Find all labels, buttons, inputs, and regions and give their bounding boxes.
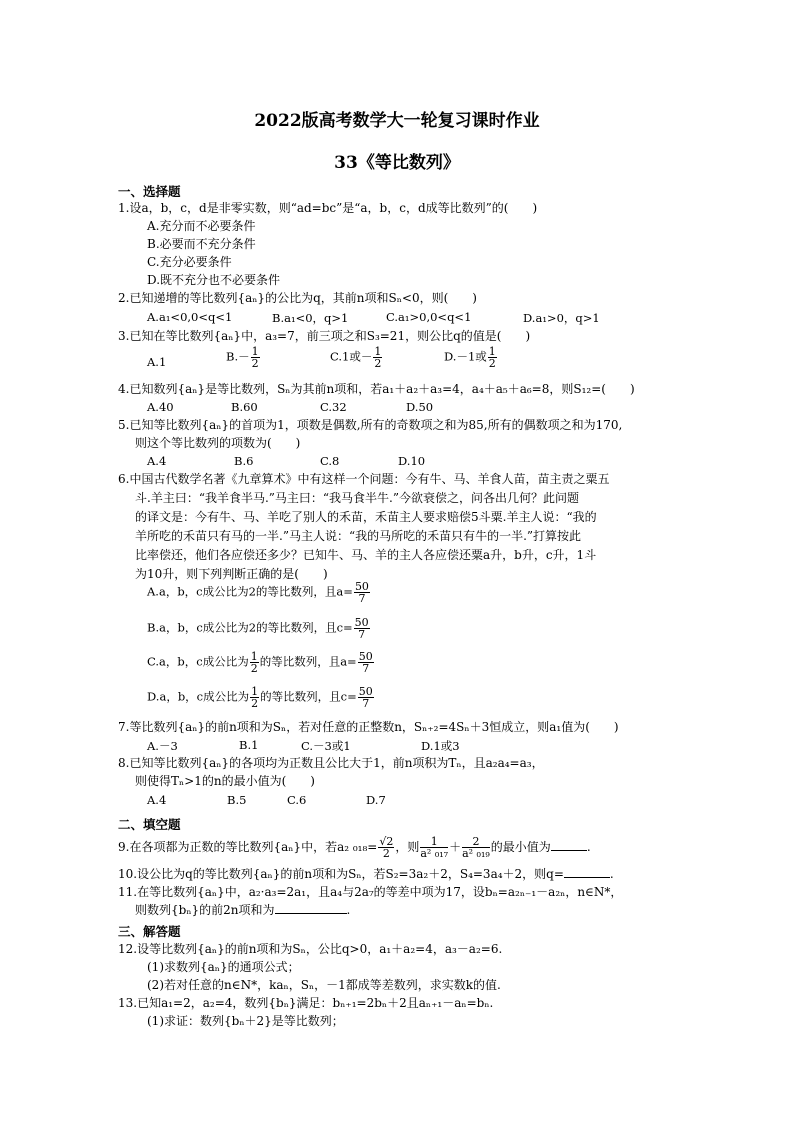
q4-option-c: C.32 — [320, 400, 347, 414]
q7-option-c: C.－3或1 — [301, 739, 351, 753]
q2-option-b: B.a₁<0，q>1 — [272, 311, 349, 325]
q6-option-d: D.a，b，c成公比为 $\frac{1}{2}$ 的等比数列，且c= $\frac{50}{7}$ — [147, 685, 373, 710]
q4-option-b: B.60 — [231, 400, 258, 414]
question-2: 2.已知递增的等比数列{aₙ}的公比为q，其前n项和Sₙ<0，则( ) — [118, 291, 477, 305]
q4-option-d: D.50 — [406, 400, 434, 414]
question-10: 10.设公比为q的等比数列{aₙ}的前n项和为Sₙ，若S₂=3a₂＋2，S₄=3a₄＋2，则q= . — [118, 867, 614, 881]
q8-option-a: A.4 — [147, 793, 167, 807]
question-1: 1.设a，b，c，d是非零实数，则“ad=bc”是“a，b，c，d成等比数列”的( ) — [118, 201, 538, 215]
q2-option-c: C.a₁>0,0<q<1 — [386, 310, 472, 324]
question-5-cont: 则这个等比数列的项数为( ) — [135, 436, 301, 450]
q5-option-c: C.8 — [320, 454, 340, 468]
q4-option-a: A.40 — [147, 400, 174, 414]
q8-option-b: B.5 — [227, 793, 247, 807]
q8-option-c: C.6 — [287, 793, 307, 807]
q1-option-d: D.既不充分也不必要条件 — [147, 273, 281, 287]
q1-option-c: C.充分必要条件 — [147, 255, 232, 269]
question-6-line-4: 羊所吃的禾苗只有马的一半.”马主人说：“我的马所吃的禾苗只有牛的一半.”打算按此 — [135, 529, 582, 543]
question-8: 8.已知等比数列{aₙ}的各项均为正数且公比大于1，前n项积为Tₙ，且a₂a₄=a₃， — [118, 756, 544, 770]
q3-option-b: B.－ $\frac{1}{2}$ — [226, 345, 259, 370]
q7-option-b: B.1 — [239, 738, 259, 752]
q6-option-c: C.a，b，c成公比为 $\frac{1}{2}$ 的等比数列，且a= $\frac{50}{7}$ — [147, 650, 373, 675]
q5-option-b: B.6 — [234, 454, 254, 468]
q6-option-a: A.a，b，c成公比为2的等比数列，且a= $\frac{50}{7}$ — [147, 580, 369, 605]
q3-option-c: C.1或－ $\frac{1}{2}$ — [330, 345, 382, 370]
q5-option-a: A.4 — [147, 454, 167, 468]
q2-option-d: D.a₁>0，q>1 — [523, 311, 600, 325]
q8-option-d: D.7 — [366, 793, 386, 807]
doc-title: 2022版高考数学大一轮复习课时作业 — [254, 111, 540, 131]
section-fill: 二、填空题 — [118, 817, 181, 832]
question-6-line-2: 斗.羊主曰：“我羊食半马.”马主曰：“我马食半牛.”今欲衰偿之，问各出几何？此问题 — [135, 491, 579, 505]
question-11-cont: 则数列{bₙ}的前2n项和为 . — [135, 903, 351, 917]
question-13-part-1: (1)求证：数列{bₙ＋2}是等比数列； — [147, 1014, 344, 1028]
question-6-line-1: 6.中国古代数学名著《九章算术》中有这样一个问题：今有牛、马、羊食人苗，苗主责之粟五 — [118, 472, 610, 486]
section-answer: 三、解答题 — [118, 924, 181, 939]
question-3: 3.已知在等比数列{aₙ}中，a₃=7，前三项之和S₃=21，则公比q的值是( ) — [118, 329, 531, 343]
question-7: 7.等比数列{aₙ}的前n项和为Sₙ，若对任意的正整数n，Sₙ₊₂=4Sₙ＋3恒成立，则a₁值为( ) — [118, 720, 619, 734]
question-5: 5.已知等比数列{aₙ}的首项为1，项数是偶数,所有的奇数项之和为85,所有的偶数项之和为170, — [118, 418, 623, 432]
question-12-part-2: (2)若对任意的n∈N*，kaₙ，Sₙ，－1都成等差数列，求实数k的值. — [147, 978, 501, 992]
q2-option-a: A.a₁<0,0<q<1 — [147, 310, 233, 324]
q6-option-b: B.a，b，c成公比为2的等比数列，且c= $\frac{50}{7}$ — [147, 616, 369, 641]
q3-option-a: A.1 — [147, 355, 167, 369]
q3-option-d: D.－1或 $\frac{1}{2}$ — [444, 345, 496, 370]
question-4: 4.已知数列{aₙ}是等比数列，Sₙ为其前n项和，若a₁＋a₂＋a₃=4，a₄＋a₅＋a₆=8，则S₁₂=( ) — [118, 382, 635, 396]
question-13: 13.已知a₁=2，a₂=4，数列{bₙ}满足：bₙ₊₁=2bₙ＋2且aₙ₊₁－aₙ=bₙ. — [118, 996, 494, 1010]
question-6-line-5: 比率偿还，他们各应偿还多少？已知牛、马、羊的主人各应偿还粟a升，b升，c升，1斗 — [135, 548, 597, 562]
q5-option-d: D.10 — [398, 454, 426, 468]
q1-option-a: A.充分而不必要条件 — [147, 219, 256, 233]
question-8-cont: 则使得Tₙ>1的n的最小值为( ) — [135, 774, 315, 788]
question-12-part-1: (1)求数列{aₙ}的通项公式； — [147, 960, 300, 974]
q7-option-d: D.1或3 — [421, 739, 460, 753]
question-9: 9.在各项都为正数的等比数列{aₙ}中，若a₂ ₀₁₈= $\frac{√2}{2}$ ，则 $\frac{1}{\text{a² ₀₁₇}}$ ＋ $\frac{2}{\text{a² ₀₁₉}}$ 的最小值为 . — [118, 835, 591, 860]
question-11: 11.在等比数列{aₙ}中，a₂·a₃=2a₁，且a₄与2a₇的等差中项为17，设bₙ=a₂ₙ₋₁－a₂ₙ，n∈N*， — [118, 885, 623, 899]
section-choice: 一、选择题 — [118, 184, 181, 199]
question-6-line-3: 的译文是：今有牛、马、羊吃了别人的禾苗，禾苗主人要求赔偿5斗粟.羊主人说：“我的 — [135, 510, 597, 524]
question-12: 12.设等比数列{aₙ}的前n项和为Sₙ，公比q>0，a₁＋a₂=4，a₃－a₂=6. — [118, 942, 503, 956]
doc-subtitle: 33《等比数列》 — [334, 153, 460, 173]
q7-option-a: A.－3 — [147, 739, 178, 753]
question-6-line-6: 为10升，则下列判断正确的是( ) — [135, 567, 328, 581]
q1-option-b: B.必要而不充分条件 — [147, 237, 256, 251]
